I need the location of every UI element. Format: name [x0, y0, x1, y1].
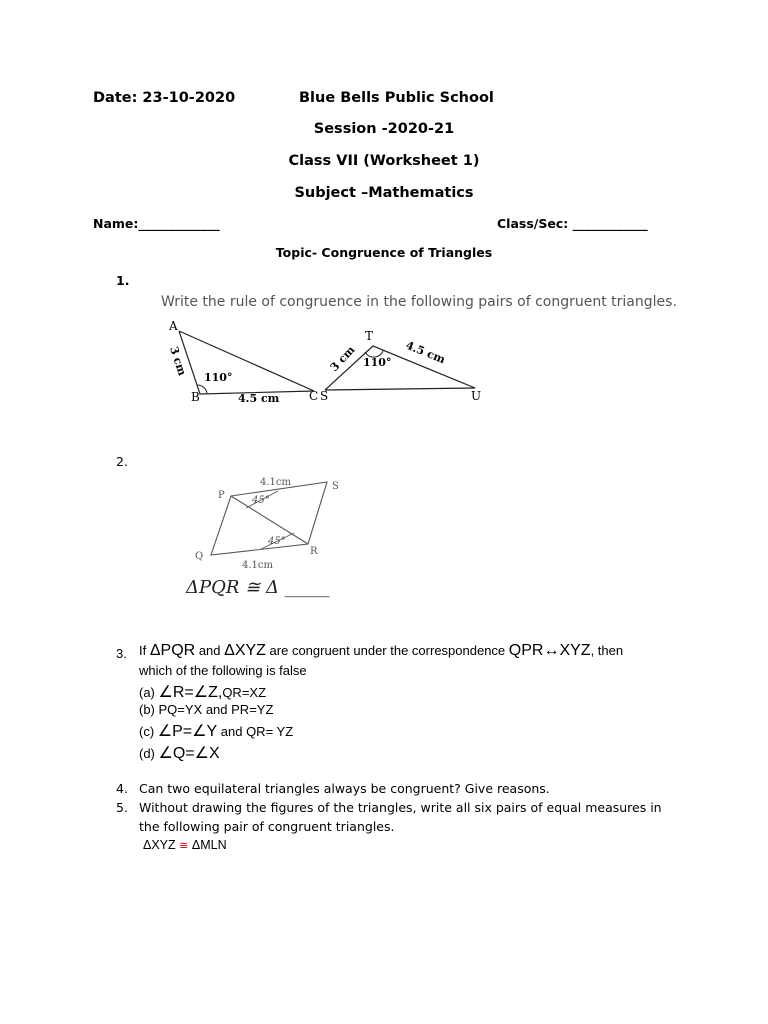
q2-number: 2.	[116, 454, 128, 469]
q3-option-a: (a) ∠R=∠Z,QR=XZ	[139, 684, 267, 701]
q2-congruence-statement: ΔPQR ≅ Δ _____	[186, 577, 330, 598]
vertex-p: P	[218, 490, 225, 501]
vertex-u: U	[471, 389, 482, 403]
side-tu-label: 4.5 cm	[403, 338, 448, 367]
q3-line1: If ΔPQR and ΔXYZ are congruent under the correspondence QPR↔XYZ, then	[139, 642, 624, 659]
class-sec-field-label: Class/Sec: ____________	[497, 216, 648, 231]
session-label: Session -2020-21	[313, 121, 455, 137]
vertex-r: R	[310, 546, 318, 557]
vertex-s: S	[320, 389, 329, 403]
q1-instruction: Write the rule of congruence in the following pairs of congruent triangles.	[161, 294, 677, 310]
vertex-s: S	[332, 481, 339, 492]
vertex-q: Q	[195, 551, 204, 562]
angle-r-label: 45°	[268, 536, 286, 547]
class-title: Class VII (Worksheet 1)	[288, 153, 480, 169]
angle-b-label: 110°	[204, 371, 233, 384]
q4-text: Can two equilateral triangles always be congruent? Give reasons.	[139, 781, 550, 796]
date-label: Date: 23-10-2020	[93, 90, 236, 106]
q3-number: 3.	[116, 646, 127, 661]
topic-title: Topic- Congruence of Triangles	[275, 245, 493, 260]
bottom-side-label: 4.1cm	[242, 560, 273, 571]
school-name: Blue Bells Public School	[299, 90, 494, 106]
angle-p-label: 45°	[252, 495, 270, 506]
angle-t-label: 110°	[363, 356, 392, 369]
q5-line2: the following pair of congruent triangles.	[139, 819, 395, 834]
side-ab-label: 3 cm	[167, 344, 189, 378]
q1-triangles-figure	[155, 315, 495, 410]
q5-line1: Without drawing the figures of the triangles, write all six pairs of equal measures in	[139, 800, 662, 815]
q5-congruence: ΔXYZ ≅ ΔMLN	[143, 838, 227, 852]
q3-option-c: (c) ∠P=∠Y and QR= YZ	[139, 723, 294, 740]
q3-option-d: (d) ∠Q=∠X	[139, 745, 220, 762]
q1-number: 1.	[116, 273, 130, 288]
top-side-label: 4.1cm	[260, 477, 291, 488]
q4-number: 4.	[116, 781, 128, 796]
triangle-stu	[320, 329, 481, 403]
triangle-abc	[167, 319, 318, 405]
subject-title: Subject –Mathematics	[294, 185, 474, 201]
vertex-t: T	[365, 329, 374, 343]
q5-number: 5.	[116, 800, 128, 815]
congruence-symbol: ≅	[179, 840, 189, 852]
side-bc-label: 4.5 cm	[238, 392, 280, 405]
vertex-c: C	[309, 389, 319, 403]
vertex-a: A	[169, 319, 178, 333]
q2-parallelogram-figure	[190, 468, 350, 573]
vertex-b: B	[191, 390, 200, 404]
name-field-label: Name:_____________	[93, 216, 220, 231]
q3-option-b: (b) PQ=YX and PR=YZ	[139, 702, 274, 717]
side-st-label: 3 cm	[327, 343, 358, 375]
q3-line2: which of the following is false	[139, 663, 307, 678]
